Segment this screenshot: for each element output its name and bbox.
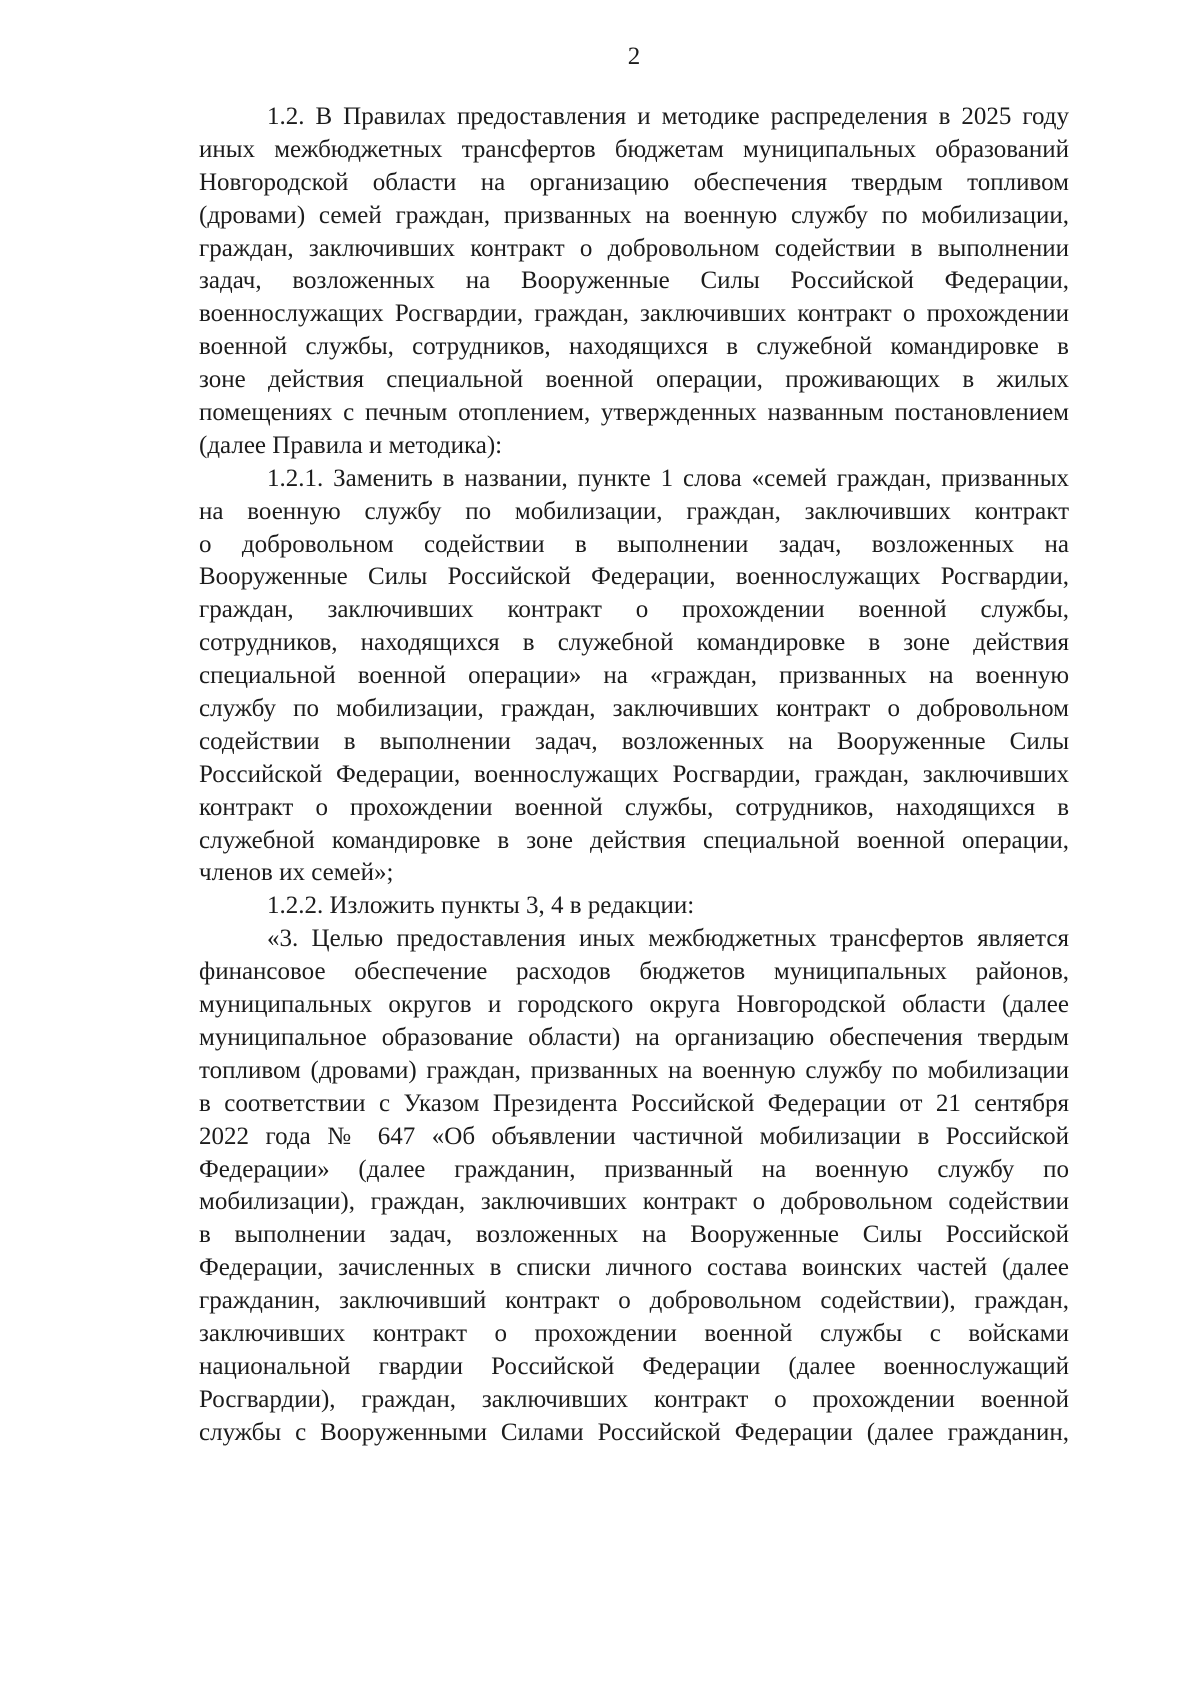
text-line: членов их семей»; [199,859,394,887]
text-line: 1.2.2. Изложить пункты 3, 4 в редакции: [267,892,695,920]
text-line: финансовое обеспечение расходов бюджетов муниципальных районов, [199,958,1069,986]
text-line: военной службы, сотрудников, находящихся в служебной командировке в [199,333,1069,361]
paragraph-3 [199,923,1069,1449]
text-line: иных межбюджетных трансфертов бюджетам муниципальных образований [199,135,1069,163]
paragraph-1-2 [199,101,1069,463]
text-line: (далее Правила и методика): [199,431,503,459]
text-line: помещениях с печным отоплением, утвержденных названным постановлением [199,399,1069,427]
text-line: службу по мобилизации, граждан, заключивших контракт о добровольном [199,695,1069,723]
text-line: военнослужащих Росгвардии, граждан, заключивших контракт о прохождении [199,300,1069,328]
paragraph-1-2-1 [199,463,1069,891]
text-line: муниципальное образование области) на организацию обеспечения твердым [199,1023,1069,1051]
text-line: специальной военной операции» на «граждан, призванных на военную [199,662,1069,690]
page-number: 2 [627,43,641,70]
text-line: служебной командировке в зоне действия специальной военной операции, [199,826,1069,854]
text-line: 1.2. В Правилах предоставления и методике распределения в 2025 году [267,103,1069,130]
text-line: контракт о прохождении военной службы, сотрудников, находящихся в [199,793,1069,821]
text-line: топливом (дровами) граждан, призванных на военную службу по мобилизации [199,1056,1069,1084]
text-line: (дровами) семей граждан, призванных на военную службу по мобилизации, [199,201,1069,229]
text-line: в соответствии с Указом Президента Российской Федерации от 21 сентября [199,1089,1069,1117]
text-line: национальной гвардии Российской Федерации (далее военнослужащий [199,1352,1069,1380]
text-line: на военную службу по мобилизации, граждан, заключивших контракт [199,497,1069,525]
text-line: Вооруженные Силы Российской Федерации, военнослужащих Росгвардии, [199,563,1069,591]
paragraph-1-2-2 [199,890,1069,923]
text-line: Федерации, зачисленных в списки личного состава воинских частей (далее [199,1254,1069,1282]
text-line: Федерации» (далее гражданин, призванный на военную службу по [199,1155,1069,1183]
text-line: о добровольном содействии в выполнении задач, возложенных на [199,530,1069,558]
text-line: Новгородской области на организацию обеспечения твердым топливом [199,168,1069,196]
text-line: службы с Вооруженными Силами Российской Федерации (далее гражданин, [199,1418,1069,1446]
text-line: Российской Федерации, военнослужащих Росгвардии, граждан, заключивших [199,760,1069,788]
text-line: в выполнении задач, возложенных на Вооруженные Силы Российской [199,1221,1069,1249]
text-line: гражданин, заключивший контракт о добровольном содействии), граждан, [199,1287,1069,1315]
text-line: сотрудников, находящихся в служебной командировке в зоне действия [199,629,1069,657]
text-line: «3. Целью предоставления иных межбюджетных трансфертов является [267,925,1069,953]
text-line: муниципальных округов и городского округа Новгородской области (далее [199,991,1069,1019]
text-line: граждан, заключивших контракт о прохождении военной службы, [199,596,1069,624]
document-body [199,101,1069,1450]
text-line: Росгвардии), граждан, заключивших контракт о прохождении военной [199,1385,1069,1413]
text-line: граждан, заключивших контракт о добровольном содействии в выполнении [199,234,1069,262]
text-line: содействии в выполнении задач, возложенных на Вооруженные Силы [199,727,1069,755]
text-line: 1.2.1. Заменить в названии, пункте 1 слова «семей граждан, призванных [267,464,1069,492]
text-line: 2022 года № 647 «Об объявлении частичной мобилизации в Российской [199,1122,1069,1150]
text-line: мобилизации), граждан, заключивших контракт о добровольном содействии [199,1188,1069,1216]
text-line: заключивших контракт о прохождении военной службы с войсками [199,1319,1069,1347]
text-line: задач, возложенных на Вооруженные Силы Российской Федерации, [199,267,1069,295]
text-line: зоне действия специальной военной операции, проживающих в жилых [199,366,1069,394]
